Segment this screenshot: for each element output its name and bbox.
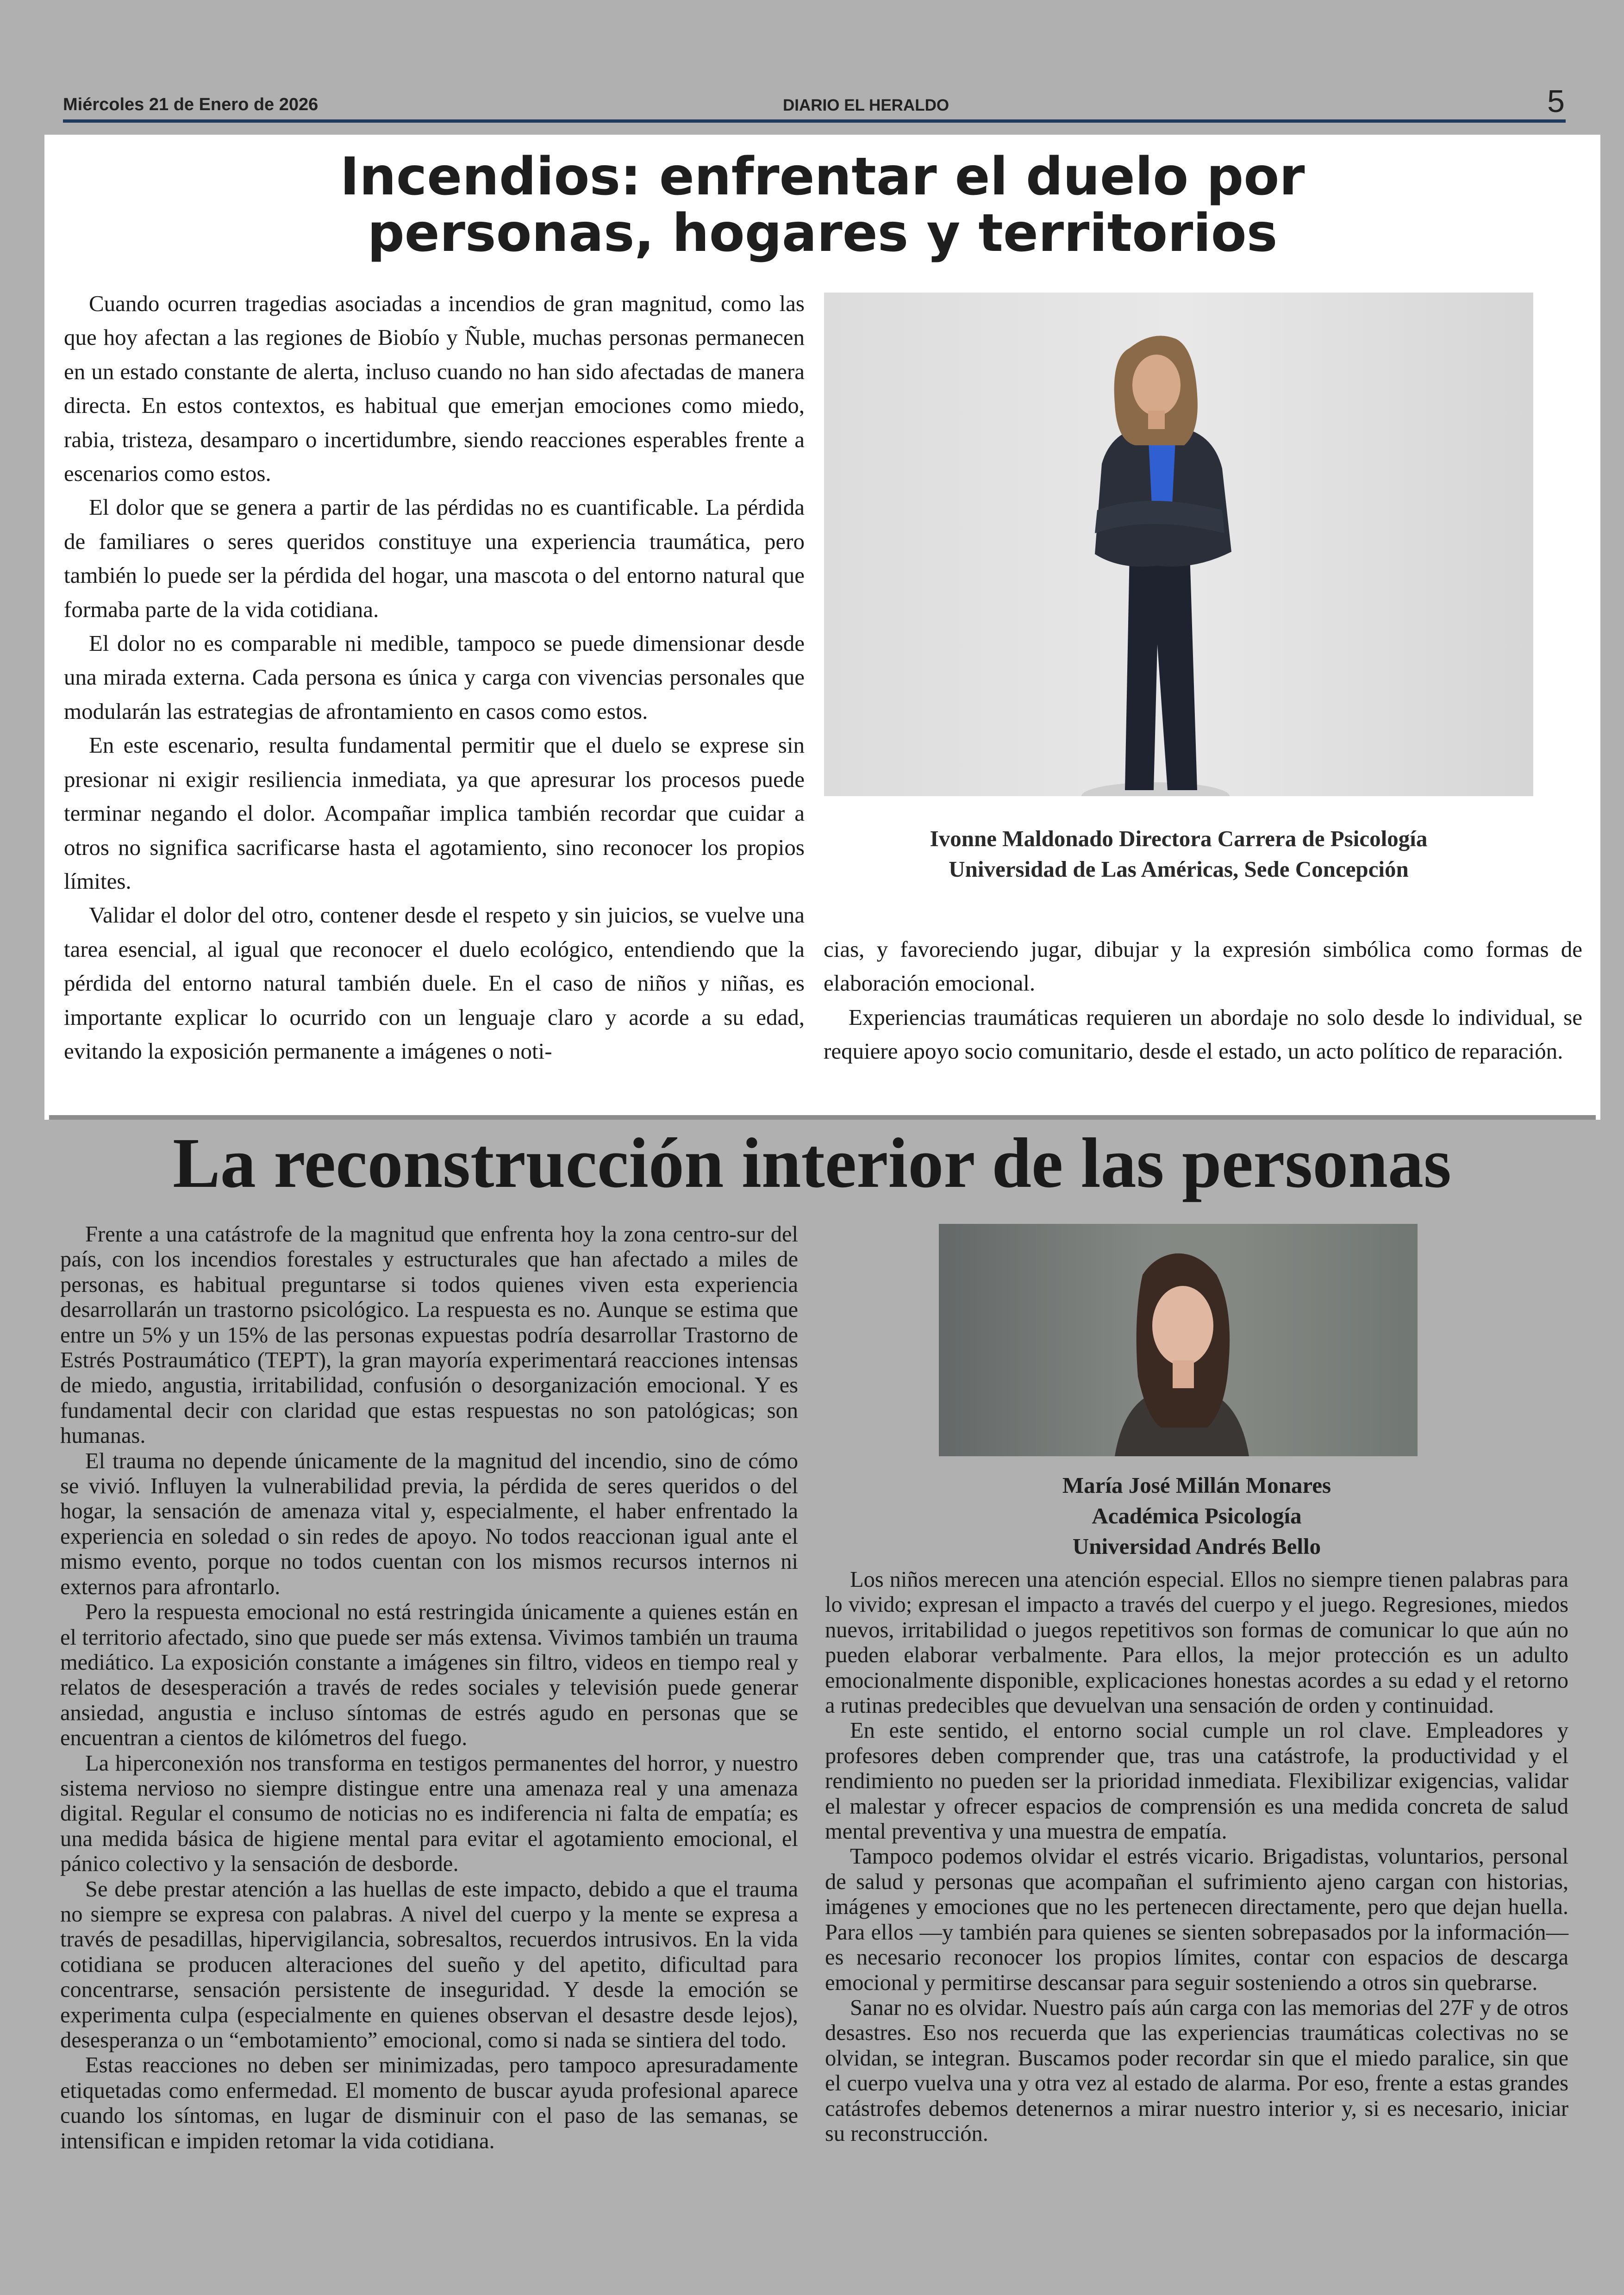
paragraph: Estas reacciones no deben ser minimizadas, pero tampoco apresuradamente etiquetadas como enfermedad. El momento de buscar ayuda profesional aparece cuando los síntomas, en lugar de disminuir con el paso de las semanas, se intensifican e impiden retomar la vida cotidiana. [60, 2053, 798, 2153]
paragraph: Frente a una catástrofe de la magnitud que enfrenta hoy la zona centro-sur del país, con los incendios forestales y estructurales que han afectado a miles de personas, es habitual preguntarse si todos quienes viven esta experiencia desarrollarán un trastorno psicológico. La respuesta es no. Aunque se estima que entre un 5% y un 15% de las personas expuestas podría desarrollar Trastorno de Estrés Postraumático (TEPT), la gran mayoría experimentará reacciones intensas de miedo, angustia, irritabilidad, confusión o desorganización emocional. Y es fundamental decir con claridad que estas respuestas no son patológicas; son humanas. [60, 1222, 798, 1448]
caption-line: María José Millán Monares [1062, 1472, 1331, 1498]
article-grief-fires [44, 135, 1600, 1120]
newspaper-name: DIARIO EL HERALDO [783, 96, 949, 114]
author-photo [939, 1224, 1418, 1456]
caption-line: Universidad de Las Américas, Sede Concepción [949, 856, 1409, 882]
paragraph: Tampoco podemos olvidar el estrés vicario. Brigadistas, voluntarios, personal de salud y personas que acompañan el sufrimiento ajeno cargan con historias, imágenes y emociones que no les pertenecen directamente, pero que dejan huella. Para ellos —y también para quienes se sienten sobrepasados por la información— es necesario reconocer los propios límites, contar con espacios de descarga emocional y permitirse descansar para seguir sosteniendo a otros sin quebrarse. [825, 1844, 1568, 1995]
article1-headline [44, 149, 1600, 262]
paragraph: La hiperconexión nos transforma en testigos permanentes del horror, y nuestro sistema nervioso no siempre distingue entre una amenaza real y una amenaza digital. Regular el consumo de noticias no es indiferencia ni falta de empatía; es una medida básica de higiene mental para evitar el agotamiento emocional, el pánico colectivo y la sensación de desborde. [60, 1751, 798, 1877]
portrait-illustration [939, 1224, 1418, 1456]
article1-column-right [824, 932, 1582, 1068]
paragraph: Validar el dolor del otro, contener desde el respeto y sin juicios, se vuelve una tarea esencial, al igual que reconocer el duelo ecológico, entendiendo que la pérdida del entorno natural también duele. En el caso de niños y niñas, es importante explicar lo ocurrido con un lenguaje claro y acorde a su edad, evitando la exposición permanente a imágenes o noti- [64, 902, 805, 1064]
article2-column-left [60, 1222, 798, 2154]
issue-date: Miércoles 21 de Enero de 2026 [63, 95, 319, 114]
article2-headline: La reconstrucción interior de las personas [173, 1124, 1451, 1203]
paragraph: En este sentido, el entorno social cumple un rol clave. Empleadores y profesores deben comprender que, tras una catástrofe, la productividad y el rendimiento no pueden ser la prioridad inmediata. Flexibilizar exigencias, validar el malestar y ofrecer espacios de comprensión es una medida concreta de salud mental preventiva y una muestra de empatía. [825, 1718, 1568, 1844]
paragraph: Cuando ocurren tragedias asociadas a incendios de gran magnitud, como las que hoy afectan a las regiones de Biobío y Ñuble, muchas personas permanecen en un estado constante de alerta, incluso cuando no han sido afectadas de manera directa. En estos contextos, es habitual que emerjan emociones como miedo, rabia, tristeza, desamparo o incertidumbre, siendo reacciones esperables frente a escenarios como estos. [64, 291, 805, 486]
paragraph: El trauma no depende únicamente de la magnitud del incendio, sino de cómo se vivió. Influyen la vulnerabilidad previa, la pérdida de seres queridos o del hogar, la sensación de amenaza vital y, especialmente, el haber enfrentado la experiencia en soledad o sin redes de apoyo. No todos reaccionan igual ante el mismo evento, porque no todos cuentan con los mismos recursos internos ni externos para afrontarlo. [60, 1448, 798, 1599]
paragraph: Experiencias traumáticas requieren un abordaje no solo desde lo individual, se requiere apoyo socio comunitario, desde el estado, un acto político de reparación. [824, 1004, 1582, 1064]
article2-column-right [825, 1567, 1568, 2146]
article1-column-left [64, 287, 805, 1068]
page-number: 5 [1547, 84, 1565, 119]
page-header [63, 79, 1566, 123]
headline-line: personas, hogares y territorios [367, 203, 1278, 263]
headline-line: Incendios: enfrentar el duelo por [340, 147, 1305, 207]
paragraph: Se debe prestar atención a las huellas de este impacto, debido a que el trauma no siempre se expresa con palabras. A nivel del cuerpo y la mente se expresa a través de pesadillas, hipervigilancia, sobresaltos, recuerdos intrusivos. En la vida cotidiana se producen alteraciones del sueño y del apetito, dificultad para concentrarse, sensación persistente de inseguridad. Y desde la emoción se experimenta culpa (especialmente en quienes observan el desastre desde lejos), desesperanza o un “embotamiento” emocional, como si nada se sintiera del todo. [60, 1877, 798, 2052]
paragraph: Los niños merecen una atención especial. Ellos no siempre tienen palabras para lo vivido; expresan el impacto a través del cuerpo y el juego. Regresiones, miedos nuevos, irritabilidad o juegos repetitivos son formas de comunicar lo que aún no pueden elaborar verbalmente. Para ellos, la mejor protección es un adulto emocionalmente disponible, explicaciones honestas acordes a su edad y el retorno a rutinas predecibles que devuelvan una sensación de orden y continuidad. [825, 1567, 1568, 1718]
photo-caption [825, 1470, 1568, 1562]
paragraph: Pero la respuesta emocional no está restringida únicamente a quienes están en el territorio afectado, sino que puede ser más extensa. Vivimos también un trauma mediático. La exposición constante a imágenes sin filtro, videos en tiempo real y relatos de desesperación a través de redes sociales y televisión puede generar ansiedad, angustia e incluso síntomas de estrés agudo en personas que se encuentran a cientos de kilómetros del fuego. [60, 1600, 798, 1751]
paragraph: En este escenario, resulta fundamental permitir que el duelo se exprese sin presionar ni exigir resiliencia inmediata, ya que apresurar los procesos puede terminar negando el dolor. Acompañar implica también recordar que cuidar a otros no significa sacrificarse hasta el agotamiento, sino reconocer los propios límites. [64, 732, 805, 894]
photo-caption [824, 823, 1533, 885]
paragraph-continuation: cias, y favoreciendo jugar, dibujar y la expresión simbólica como formas de elaboración emocional. [824, 936, 1582, 996]
paragraph: El dolor que se genera a partir de las pérdidas no es cuantificable. La pérdida de familiares o seres queridos constituye una experiencia traumática, pero también lo puede ser la pérdida del hogar, una mascota o del entorno natural que formaba parte de la vida cotidiana. [64, 494, 805, 622]
caption-line: Académica Psicología [1092, 1503, 1302, 1528]
author-photo [824, 293, 1533, 796]
paragraph: Sanar no es olvidar. Nuestro país aún carga con las memorias del 27F y de otros desastres. Eso nos recuerda que las experiencias traumáticas colectivas no se olvidan, se integran. Buscamos poder recordar sin que el miedo paralice, sin que el cuerpo vuelva una y otra vez al estado de alarma. Por eso, frente a estas grandes catástrofes debemos detenernos a mirar nuestro interior y, si es necesario, iniciar su reconstrucción. [825, 1995, 1568, 2146]
caption-line: Universidad Andrés Bello [1072, 1534, 1321, 1559]
paragraph: El dolor no es comparable ni medible, tampoco se puede dimensionar desde una mirada externa. Cada persona es única y carga con vivencias personales que modularán las estrategias de afrontamiento en casos como estos. [64, 630, 805, 724]
caption-line: Ivonne Maldonado Directora Carrera de Psicología [930, 826, 1428, 851]
portrait-illustration [824, 293, 1533, 796]
